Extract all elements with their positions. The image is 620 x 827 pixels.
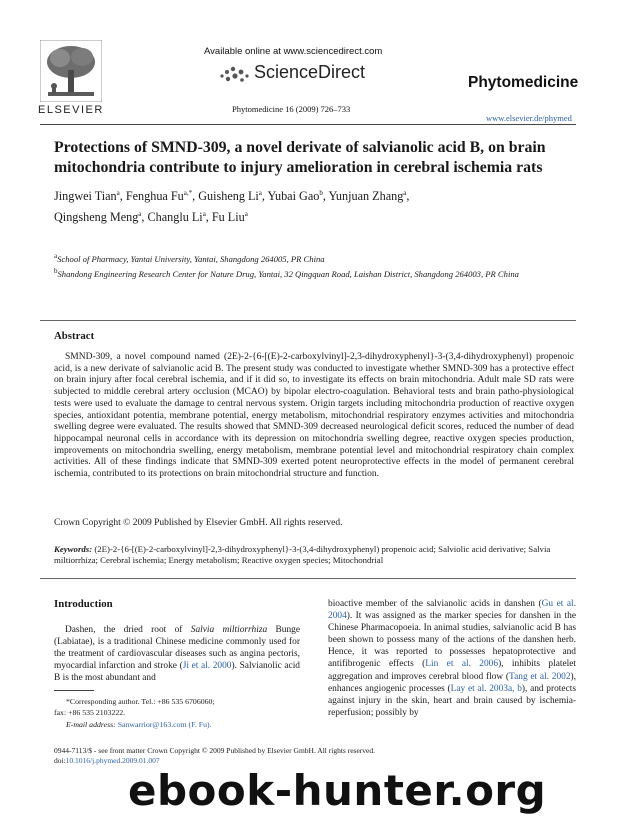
author-name: , Changlu Li [141, 210, 203, 225]
author-affil-mark: a [244, 210, 248, 219]
abstract-bottom-divider [40, 578, 576, 579]
citation-link[interactable]: Ji et al. 2000 [182, 661, 232, 672]
citation-link[interactable]: Lay et al. 2003a, b [450, 683, 522, 694]
footer-issn: 0944-7113/$ - see front matter Crown Copyright © 2009 Published by Elsevier GmbH. All rights reserved. [54, 746, 375, 755]
page-footer [54, 746, 574, 767]
intro-text: Bunge (Labiatae), is a traditional Chinese medicine commonly used for the treatment of cardiovascular diseases such as angina pectoris, myocardial infarction and stroke ( [54, 625, 300, 672]
abstract-top-divider [40, 320, 576, 321]
footnote-fax: fax: +86 535 2103222. [54, 708, 126, 718]
author-affil-mark: a [258, 189, 262, 197]
affiliation-b [54, 265, 564, 280]
author-name: Qingsheng Meng [54, 210, 139, 225]
author-affil-mark: a [138, 210, 142, 219]
watermark-text: ebook-hunter.org [128, 766, 547, 815]
journal-url-link[interactable]: www.elsevier.de/phymed [486, 113, 572, 123]
author-list [54, 184, 564, 226]
header-divider [40, 124, 576, 125]
author-name: , Fu Liu [205, 210, 245, 225]
author-name: , Fenghua Fu [119, 189, 184, 204]
journal-reference: Phytomedicine 16 (2009) 726–733 [232, 104, 351, 114]
abstract-body: SMND-309, a novel compound named (2E)-2-{6-[(E)-2-carboxylvinyl]-2,3-dihydroxyphenyl}-3-(3,4-dihydroxyphenyl) propenoic acid, is a new derivate of salvianolic acid B. The present study was conducted to investigate whether SMND-309 has a protective effect on brain injury after focal cerebral ischemia, and if it did so, to investigate its effects on brain mitochondria. Adult male SD rats were subjected to middle cerebral artery occlusion (MCAO) by bipolar electro-coagulation. Behavioral tests and brain patho-physiological tests were used to evaluate the damage to central nervous system. Origin targets including mitochondria production of reactive oxygen species, antioxidant potentia, membrane potential, energy metabolism, mitochondrial respiratory enzymes activities and mitochondria swelling degree were evaluated. The results showed that SMND-309 decreased neurological deficit scores, reduced the number of dead hippocampal neuronal cells in accordance with its depression on mitochondria swelling degree, reactive oxygen species production, improvements on mitochondria swelling, energy metabolism, membrane potential level and mitochondrial respiratory chain complex activities. All of these findings indicate that SMND-309 exerted potent neuroprotective effects in the model of permanent cerebral ischemia, contributed to its protections on brain mitochondrial structure and function. [54, 352, 574, 480]
footnote-divider [54, 690, 94, 691]
affiliation-a-text: School of Pharmacy, Yantai University, Yantai, Shangdong 264005, PR China [57, 253, 325, 264]
citation-link[interactable]: Lin et al. 2006 [425, 659, 499, 670]
intro-text: ). It was assigned as the marker species for danshen in the Chinese Pharmacopoeia. In animal studies, salvianolic acid B has been shown to possess many of the actions of the danshen herb. Hence, it was reported to possesses hepatoprotective and antifibrogenic effects ( [328, 611, 576, 670]
introduction-heading: Introduction [54, 598, 113, 610]
affiliation-a-label: a [54, 252, 58, 260]
author-line-1 [54, 184, 564, 205]
introduction-right-column [328, 598, 576, 719]
footer-doi-link[interactable]: 10.1016/j.phymed.2009.01.007 [65, 756, 160, 766]
introduction-left-column [54, 624, 300, 684]
affiliations [54, 250, 564, 281]
footer-doi-label: doi: [54, 756, 66, 766]
citation-link[interactable]: Gu et al. 2004 [328, 599, 576, 622]
keywords [54, 544, 574, 567]
abstract-heading: Abstract [54, 330, 95, 342]
footnote-email-line [54, 719, 304, 730]
intro-species-name: Salvia miltiorrhiza [190, 625, 268, 635]
sciencedirect-dots-icon [216, 62, 256, 86]
elsevier-tree-logo [40, 40, 102, 102]
intro-text: ), and protects against injury in the skin, heart and brain caused by ischemia-reperfusion; possibly by [328, 683, 576, 718]
author-affil-mark: a [403, 189, 407, 197]
author-name: , Yunjuan Zhang [322, 189, 404, 204]
intro-text: bioactive member of the salvianolic acids in danshen ( [328, 599, 542, 609]
article-title: Protections of SMND-309, a novel derivate of salvianolic acid B, on brain mitochondria contribute to injury amelioration in cerebral ischemia rats [54, 139, 546, 176]
footnote-email-link[interactable]: Sanwarrior@163.com (F. Fu). [117, 719, 212, 729]
abstract-copyright: Crown Copyright © 2009 Published by Elsevier GmbH. All rights reserved. [54, 518, 343, 528]
affiliation-a [54, 250, 564, 265]
keywords-label: Keywords: [54, 544, 93, 554]
intro-text: Dashen, the dried root of [65, 625, 191, 635]
corresponding-author-footnote [54, 696, 304, 730]
publisher-name: ELSEVIER [38, 104, 104, 116]
author-separator: , [406, 189, 410, 204]
author-affil-mark: a [116, 189, 120, 197]
keywords-text: (2E)-2-{6-[(E)-2-carboxylvinyl]-2,3-dihydroxyphenyl}-3-(3,4-dihydroxyphenyl) propenoic acid; Salviolic acid derivative; Salvia miltiorrhiza; Cerebral ischemia; Energy metabolism; Reactive oxygen species; Mitochondrial [54, 544, 551, 566]
author-affil-mark: b [319, 189, 323, 197]
affiliation-b-label: b [54, 267, 58, 276]
author-name: , Guisheng Li [192, 189, 259, 204]
author-name: Jingwei Tian [54, 189, 117, 204]
intro-text: ), inhibits platelet aggregation and improves cerebral blood flow ( [328, 659, 576, 682]
footnote-phone: *Corresponding author. Tel.: +86 535 6706060; [66, 697, 215, 706]
affiliation-b-text: Shandong Engineering Research Center for Nature Drug, Yantai, 32 Qingquan Road, Laishan District, Shangdong 264003, PR China [57, 269, 519, 280]
citation-link[interactable]: Tang et al. 2002 [509, 671, 571, 682]
footnote-email-label: E-mail address: [66, 719, 116, 729]
sciencedirect-logo [216, 62, 376, 86]
journal-name: Phytomedicine [468, 74, 579, 91]
author-affil-mark: a [202, 210, 206, 219]
available-online-text: Available online at www.sciencedirect.com [204, 46, 383, 57]
intro-text: ), enhances angiogenic processes ( [328, 671, 576, 694]
author-line-2 [54, 205, 564, 226]
sciencedirect-wordmark: ScienceDirect [254, 62, 366, 82]
author-affil-mark: a,* [183, 189, 193, 197]
intro-text: ). Salvianolic acid B is the most abundant and [54, 661, 300, 684]
author-name: , Yubai Gao [261, 189, 320, 204]
